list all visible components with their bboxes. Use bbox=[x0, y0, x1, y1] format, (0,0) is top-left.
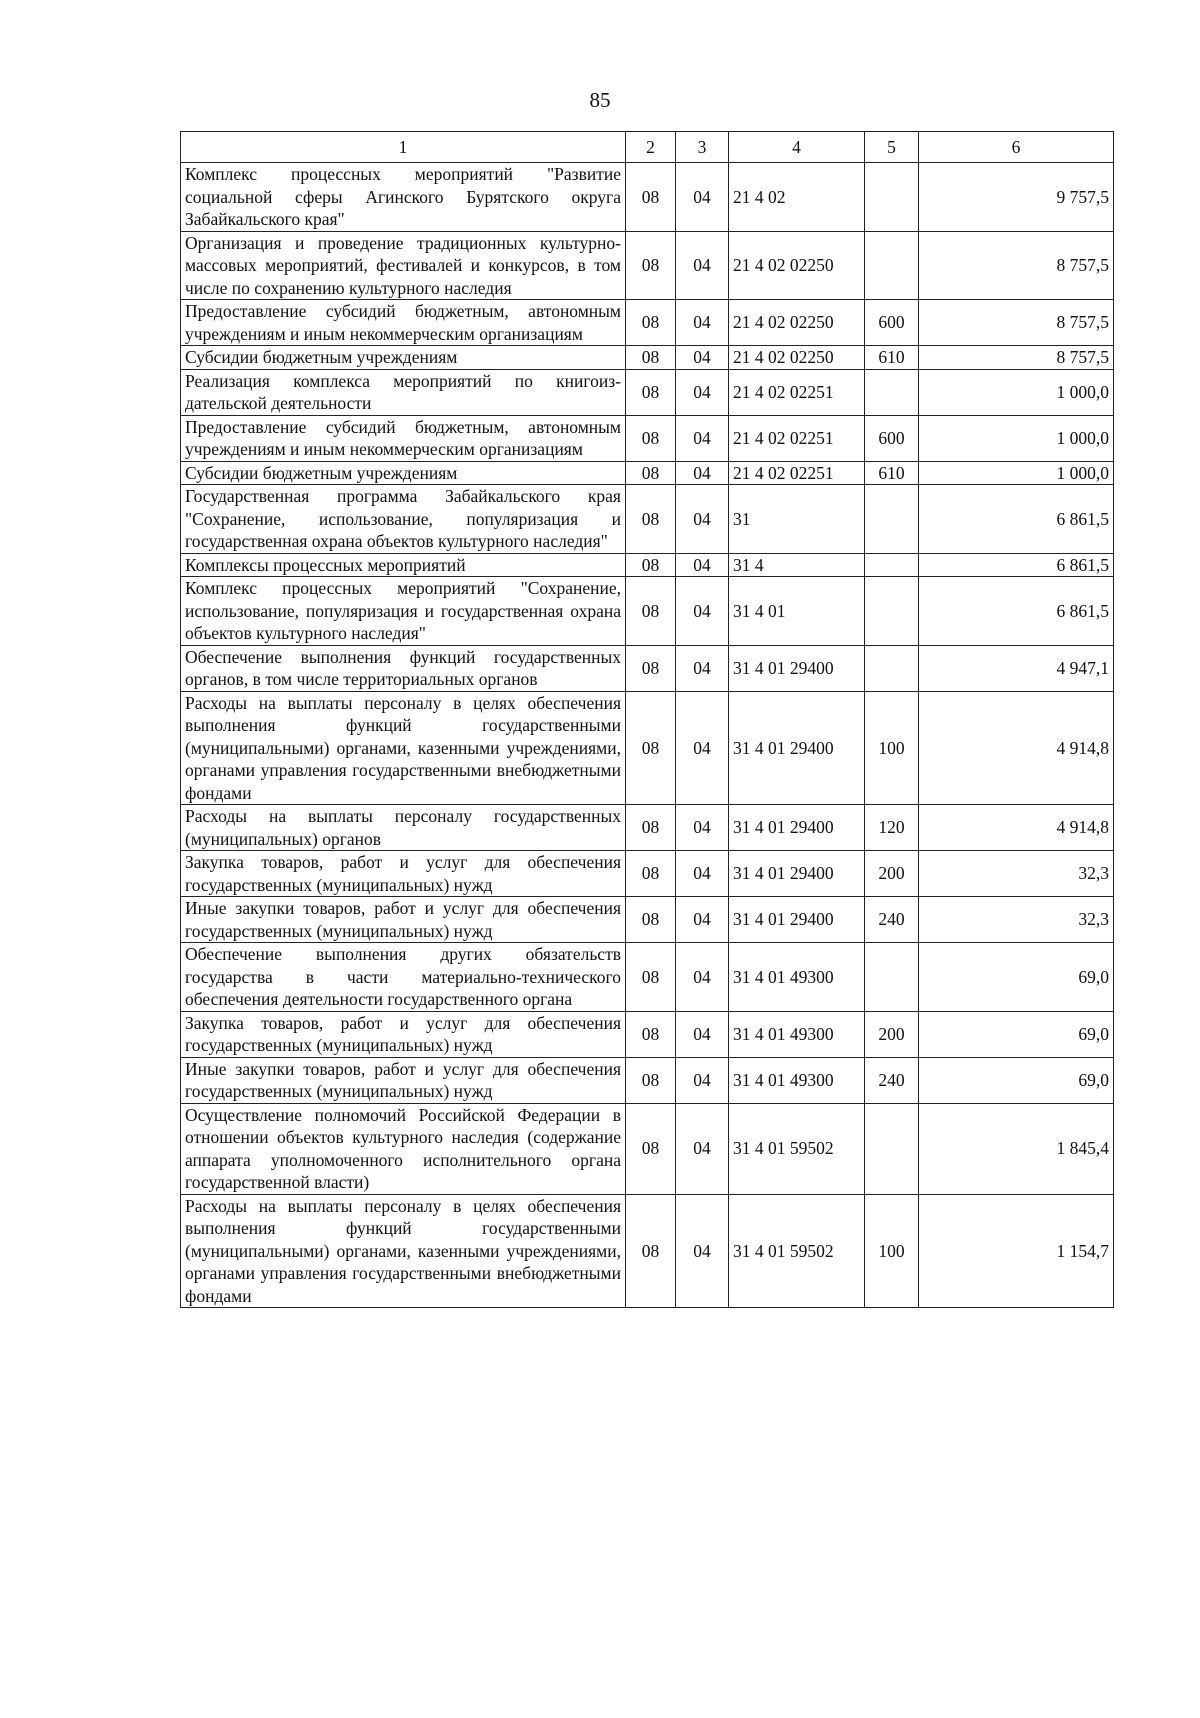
row-subsection: 04 bbox=[676, 577, 729, 646]
row-expense-type bbox=[865, 485, 919, 554]
row-section: 08 bbox=[626, 645, 676, 691]
row-section: 08 bbox=[626, 851, 676, 897]
table-body bbox=[181, 163, 1114, 1308]
row-target-article: 31 4 01 29400 bbox=[729, 851, 865, 897]
header-col-6: 6 bbox=[919, 132, 1114, 163]
row-target-article: 21 4 02 02251 bbox=[729, 369, 865, 415]
row-amount: 6 861,5 bbox=[919, 553, 1114, 577]
table-row bbox=[181, 577, 1114, 646]
row-expense-type: 240 bbox=[865, 1057, 919, 1103]
table-row bbox=[181, 415, 1114, 461]
row-section: 08 bbox=[626, 805, 676, 851]
row-target-article: 21 4 02 02251 bbox=[729, 461, 865, 485]
row-name: Обеспечение выполнения других обязательств государства в части материально-технического обеспечения деятельности государственного органа bbox=[181, 943, 626, 1012]
row-subsection: 04 bbox=[676, 1103, 729, 1194]
row-expense-type: 200 bbox=[865, 1011, 919, 1057]
row-target-article: 31 4 01 49300 bbox=[729, 1057, 865, 1103]
table-row bbox=[181, 346, 1114, 370]
row-section: 08 bbox=[626, 897, 676, 943]
row-subsection: 04 bbox=[676, 163, 729, 232]
row-target-article: 31 4 01 49300 bbox=[729, 1011, 865, 1057]
row-subsection: 04 bbox=[676, 461, 729, 485]
row-subsection: 04 bbox=[676, 485, 729, 554]
row-section: 08 bbox=[626, 691, 676, 805]
row-subsection: 04 bbox=[676, 851, 729, 897]
row-section: 08 bbox=[626, 553, 676, 577]
table-row bbox=[181, 1011, 1114, 1057]
row-target-article: 21 4 02 02250 bbox=[729, 231, 865, 300]
row-target-article: 21 4 02 02251 bbox=[729, 415, 865, 461]
row-amount: 69,0 bbox=[919, 1057, 1114, 1103]
row-target-article: 31 4 01 59502 bbox=[729, 1194, 865, 1308]
row-name: Расходы на выплаты персоналу в целях обеспечения выполнения функций государственными (муниципальными) органами, казенными учреждениями, органами управления государственными внебюджетными фондами bbox=[181, 1194, 626, 1308]
row-expense-type bbox=[865, 369, 919, 415]
row-subsection: 04 bbox=[676, 346, 729, 370]
row-section: 08 bbox=[626, 163, 676, 232]
row-name: Комплексы процессных мероприятий bbox=[181, 553, 626, 577]
table-row bbox=[181, 163, 1114, 232]
row-expense-type bbox=[865, 553, 919, 577]
row-target-article: 21 4 02 bbox=[729, 163, 865, 232]
header-col-4: 4 bbox=[729, 132, 865, 163]
row-subsection: 04 bbox=[676, 1194, 729, 1308]
header-col-3: 3 bbox=[676, 132, 729, 163]
table-row bbox=[181, 1194, 1114, 1308]
row-target-article: 21 4 02 02250 bbox=[729, 300, 865, 346]
row-amount: 4 914,8 bbox=[919, 691, 1114, 805]
row-expense-type bbox=[865, 943, 919, 1012]
row-amount: 1 000,0 bbox=[919, 369, 1114, 415]
table-row bbox=[181, 1057, 1114, 1103]
row-name: Обеспечение выполнения функций государственных органов, в том числе территориальных органов bbox=[181, 645, 626, 691]
row-amount: 1 154,7 bbox=[919, 1194, 1114, 1308]
row-expense-type bbox=[865, 163, 919, 232]
row-expense-type: 100 bbox=[865, 691, 919, 805]
row-name: Закупка товаров, работ и услуг для обеспечения государственных (муниципальных) нужд bbox=[181, 851, 626, 897]
row-amount: 8 757,5 bbox=[919, 231, 1114, 300]
budget-table bbox=[180, 131, 1114, 1308]
row-amount: 69,0 bbox=[919, 1011, 1114, 1057]
row-expense-type: 240 bbox=[865, 897, 919, 943]
table-row bbox=[181, 645, 1114, 691]
row-subsection: 04 bbox=[676, 691, 729, 805]
row-amount: 4 947,1 bbox=[919, 645, 1114, 691]
row-name: Организация и проведение традиционных культурно-массовых мероприятий, фестивалей и конкурсов, в том числе по сохранению культурного наследия bbox=[181, 231, 626, 300]
row-amount: 8 757,5 bbox=[919, 346, 1114, 370]
page-number: 85 bbox=[589, 88, 611, 112]
row-subsection: 04 bbox=[676, 369, 729, 415]
row-subsection: 04 bbox=[676, 943, 729, 1012]
table-row bbox=[181, 805, 1114, 851]
row-amount: 6 861,5 bbox=[919, 485, 1114, 554]
row-expense-type: 610 bbox=[865, 346, 919, 370]
row-expense-type: 120 bbox=[865, 805, 919, 851]
table-row bbox=[181, 553, 1114, 577]
row-expense-type: 600 bbox=[865, 415, 919, 461]
row-subsection: 04 bbox=[676, 300, 729, 346]
row-amount: 8 757,5 bbox=[919, 300, 1114, 346]
row-target-article: 31 4 01 29400 bbox=[729, 805, 865, 851]
row-target-article: 31 4 01 59502 bbox=[729, 1103, 865, 1194]
row-section: 08 bbox=[626, 943, 676, 1012]
row-target-article: 31 4 bbox=[729, 553, 865, 577]
row-expense-type: 200 bbox=[865, 851, 919, 897]
table-row bbox=[181, 851, 1114, 897]
row-name: Иные закупки товаров, работ и услуг для обеспечения государственных (муниципальных) нужд bbox=[181, 897, 626, 943]
row-target-article: 31 4 01 29400 bbox=[729, 691, 865, 805]
row-name: Реализация комплекса мероприятий по книгоиздательской деятельности bbox=[181, 369, 626, 415]
row-subsection: 04 bbox=[676, 645, 729, 691]
row-target-article: 31 4 01 29400 bbox=[729, 897, 865, 943]
row-target-article: 31 4 01 29400 bbox=[729, 645, 865, 691]
row-name: Осуществление полномочий Российской Федерации в отношении объектов культурного наследия (содержание аппарата уполномоченного исполнительного органа государственной власти) bbox=[181, 1103, 626, 1194]
row-name: Предоставление субсидий бюджетным, автономным учреждениям и иным некоммерческим организациям bbox=[181, 415, 626, 461]
row-name: Закупка товаров, работ и услуг для обеспечения государственных (муниципальных) нужд bbox=[181, 1011, 626, 1057]
row-name: Комплекс процессных мероприятий "Сохранение, использование, популяризация и государственная охрана объектов культурного наследия" bbox=[181, 577, 626, 646]
row-expense-type: 610 bbox=[865, 461, 919, 485]
row-name: Иные закупки товаров, работ и услуг для обеспечения государственных (муниципальных) нужд bbox=[181, 1057, 626, 1103]
row-section: 08 bbox=[626, 369, 676, 415]
row-expense-type: 100 bbox=[865, 1194, 919, 1308]
row-name: Государственная программа Забайкальского края "Сохранение, использование, популяризация и государственная охрана объектов культурного наследия" bbox=[181, 485, 626, 554]
row-expense-type bbox=[865, 231, 919, 300]
row-section: 08 bbox=[626, 485, 676, 554]
row-amount: 6 861,5 bbox=[919, 577, 1114, 646]
row-name: Субсидии бюджетным учреждениям bbox=[181, 346, 626, 370]
row-name: Комплекс процессных мероприятий "Развитие социальной сферы Агинского Бурятского округа Забайкальского края" bbox=[181, 163, 626, 232]
row-amount: 32,3 bbox=[919, 851, 1114, 897]
row-subsection: 04 bbox=[676, 897, 729, 943]
table-row bbox=[181, 300, 1114, 346]
row-subsection: 04 bbox=[676, 805, 729, 851]
row-target-article: 31 bbox=[729, 485, 865, 554]
row-amount: 69,0 bbox=[919, 943, 1114, 1012]
row-amount: 1 845,4 bbox=[919, 1103, 1114, 1194]
table-row bbox=[181, 897, 1114, 943]
row-amount: 9 757,5 bbox=[919, 163, 1114, 232]
row-target-article: 21 4 02 02250 bbox=[729, 346, 865, 370]
header-col-5: 5 bbox=[865, 132, 919, 163]
row-section: 08 bbox=[626, 1011, 676, 1057]
header-col-1: 1 bbox=[181, 132, 626, 163]
row-expense-type bbox=[865, 1103, 919, 1194]
row-subsection: 04 bbox=[676, 415, 729, 461]
row-section: 08 bbox=[626, 231, 676, 300]
row-target-article: 31 4 01 49300 bbox=[729, 943, 865, 1012]
header-row bbox=[181, 132, 1114, 163]
row-amount: 1 000,0 bbox=[919, 415, 1114, 461]
row-section: 08 bbox=[626, 577, 676, 646]
row-section: 08 bbox=[626, 1194, 676, 1308]
row-subsection: 04 bbox=[676, 553, 729, 577]
row-name: Субсидии бюджетным учреждениям bbox=[181, 461, 626, 485]
row-subsection: 04 bbox=[676, 1057, 729, 1103]
row-name: Расходы на выплаты персоналу в целях обеспечения выполнения функций государственными (муниципальными) органами, казенными учреждениями, органами управления государственными внебюджетными фондами bbox=[181, 691, 626, 805]
row-expense-type bbox=[865, 645, 919, 691]
row-subsection: 04 bbox=[676, 1011, 729, 1057]
table-row bbox=[181, 461, 1114, 485]
table-row bbox=[181, 485, 1114, 554]
row-name: Предоставление субсидий бюджетным, автономным учреждениям и иным некоммерческим организациям bbox=[181, 300, 626, 346]
row-section: 08 bbox=[626, 461, 676, 485]
row-amount: 4 914,8 bbox=[919, 805, 1114, 851]
table-row bbox=[181, 943, 1114, 1012]
row-section: 08 bbox=[626, 1057, 676, 1103]
row-section: 08 bbox=[626, 300, 676, 346]
row-section: 08 bbox=[626, 346, 676, 370]
row-section: 08 bbox=[626, 415, 676, 461]
row-subsection: 04 bbox=[676, 231, 729, 300]
header-col-2: 2 bbox=[626, 132, 676, 163]
row-name: Расходы на выплаты персоналу государственных (муниципальных) органов bbox=[181, 805, 626, 851]
table-row bbox=[181, 1103, 1114, 1194]
row-expense-type bbox=[865, 577, 919, 646]
table-row bbox=[181, 369, 1114, 415]
table-row bbox=[181, 231, 1114, 300]
row-amount: 32,3 bbox=[919, 897, 1114, 943]
row-expense-type: 600 bbox=[865, 300, 919, 346]
table-row bbox=[181, 691, 1114, 805]
row-amount: 1 000,0 bbox=[919, 461, 1114, 485]
row-target-article: 31 4 01 bbox=[729, 577, 865, 646]
row-section: 08 bbox=[626, 1103, 676, 1194]
